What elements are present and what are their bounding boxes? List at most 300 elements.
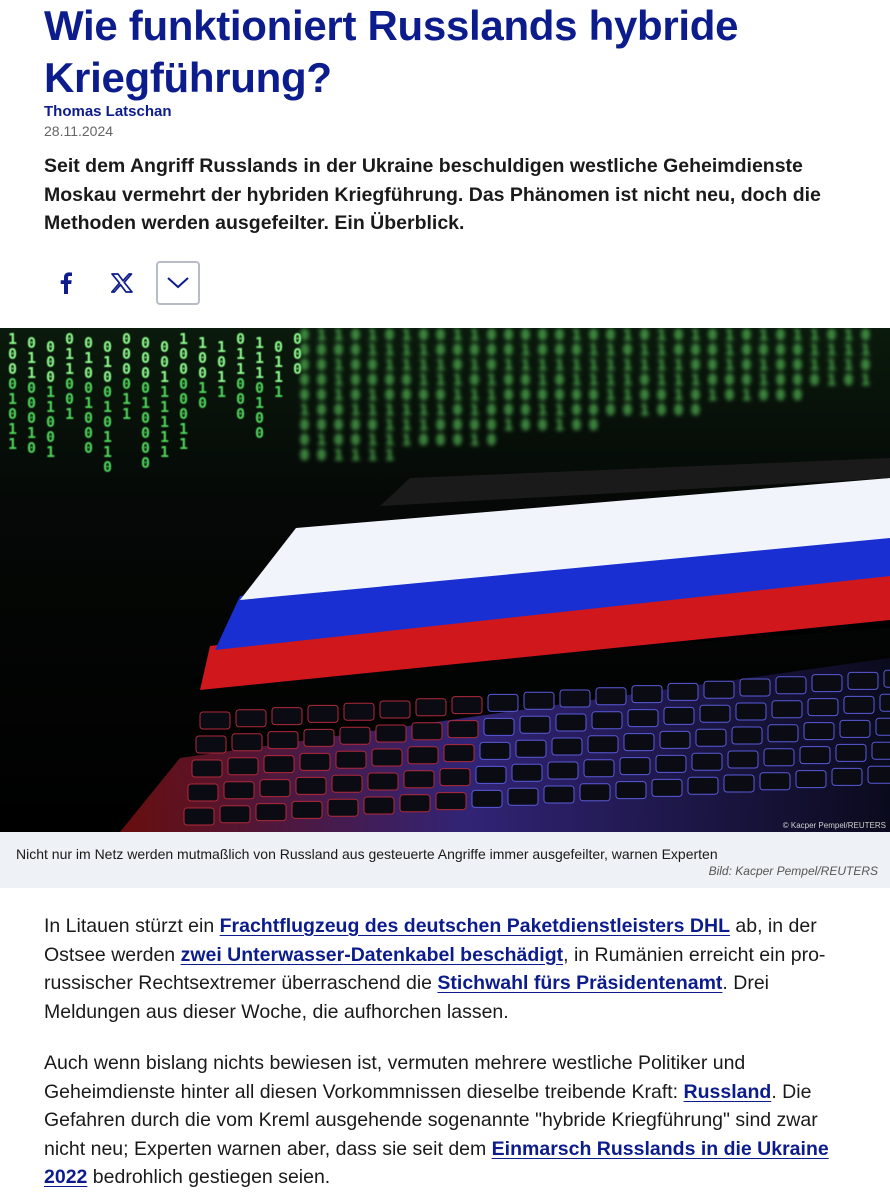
binary-digit: 1: [606, 356, 616, 374]
binary-digit: 1: [419, 341, 429, 359]
binary-digit: 0: [122, 330, 132, 348]
keyboard-key: [840, 720, 870, 737]
binary-digit: 0: [255, 409, 265, 427]
binary-digit: 0: [334, 416, 344, 434]
keyboard-key: [448, 721, 478, 738]
binary-digit: 0: [742, 371, 752, 389]
binary-digit: 0: [402, 386, 412, 404]
binary-digit: 0: [844, 371, 854, 389]
binary-digit: 1: [725, 341, 735, 359]
binary-digit: 0: [470, 416, 480, 434]
keyboard-key: [664, 707, 694, 724]
binary-digit: 0: [385, 328, 395, 344]
binary-digit: 1: [470, 356, 480, 374]
binary-digit: 0: [453, 401, 463, 419]
binary-digit: 1: [504, 356, 514, 374]
keyboard-key: [628, 710, 658, 727]
binary-digit: 1: [657, 356, 667, 374]
binary-digit: 0: [555, 386, 565, 404]
binary-digit: 0: [27, 439, 37, 457]
keyboard-key: [368, 773, 398, 790]
binary-digit: 0: [504, 328, 514, 344]
binary-digit: 0: [351, 371, 361, 389]
keyboard-key: [688, 777, 718, 794]
keyboard-key: [268, 732, 298, 749]
binary-digit: 1: [217, 338, 227, 356]
binary-digit: 1: [317, 431, 327, 449]
binary-digit: 0: [538, 328, 548, 344]
keyboard-key: [476, 766, 506, 783]
binary-digit: 0: [759, 341, 769, 359]
keyboard-key: [616, 782, 646, 799]
binary-digit: 1: [179, 330, 189, 348]
publish-date: 28.11.2024: [44, 123, 114, 139]
binary-digit: 0: [708, 341, 718, 359]
binary-digit: 1: [844, 328, 854, 344]
keyboard-key: [416, 699, 446, 716]
binary-digit: 0: [84, 409, 94, 427]
keyboard-key: [512, 764, 542, 781]
binary-digit: 0: [300, 446, 310, 464]
binary-digit: 1: [810, 328, 820, 344]
keyboard-key: [544, 786, 574, 803]
keyboard-key: [776, 677, 806, 694]
keyboard-key: [472, 790, 502, 807]
keyboard-key: [236, 710, 266, 727]
binary-digit: 0: [861, 356, 871, 374]
binary-digit: 1: [759, 371, 769, 389]
binary-digit: 1: [317, 328, 327, 344]
paragraph-text: bedrohlich gestiegen seien.: [87, 1166, 331, 1188]
keyboard-key: [200, 712, 230, 729]
keyboard-key: [196, 736, 226, 753]
binary-digit: 1: [334, 371, 344, 389]
keyboard-key: [224, 782, 254, 799]
binary-digit: 0: [521, 401, 531, 419]
binary-digit: 1: [27, 349, 37, 367]
binary-digit: 1: [402, 328, 412, 344]
binary-digit: 1: [402, 341, 412, 359]
binary-digit: 0: [776, 371, 786, 389]
binary-digit: 1: [827, 356, 837, 374]
binary-digit: 0: [179, 360, 189, 378]
body-paragraph-1: [44, 912, 854, 1026]
keyboard-key: [376, 725, 406, 742]
binary-digit: 1: [160, 383, 170, 401]
binary-digit: 0: [708, 328, 718, 344]
keyboard-key: [804, 723, 834, 740]
binary-digit: 1: [640, 341, 650, 359]
binary-digit: 0: [742, 328, 752, 344]
binary-digit: 0: [27, 379, 37, 397]
binary-digit: 0: [385, 386, 395, 404]
binary-digit: 0: [293, 330, 303, 348]
binary-digit: 1: [255, 364, 265, 382]
binary-digit: 1: [236, 345, 246, 363]
binary-digit: 0: [198, 349, 208, 367]
keyboard-key: [588, 736, 618, 753]
author-link[interactable]: Thomas Latschan: [44, 103, 172, 120]
binary-digit: 1: [572, 371, 582, 389]
binary-digit: 0: [141, 349, 151, 367]
keyboard-key: [344, 703, 374, 720]
binary-digit: 0: [179, 405, 189, 423]
binary-digit: 0: [487, 431, 497, 449]
keyboard-key: [652, 779, 682, 796]
keyboard-key: [508, 788, 538, 805]
keyboard-key: [400, 795, 430, 812]
binary-digit: 1: [419, 371, 429, 389]
binary-digit: 0: [351, 341, 361, 359]
keyboard-key: [548, 762, 578, 779]
facebook-icon: [60, 272, 72, 294]
keyboard-key: [524, 692, 554, 709]
binary-digit: 1: [368, 341, 378, 359]
link-russia[interactable]: Russland: [683, 1080, 772, 1103]
binary-digit: 1: [827, 341, 837, 359]
binary-digit: 1: [84, 349, 94, 367]
binary-digit: 0: [606, 401, 616, 419]
binary-digit: 0: [555, 371, 565, 389]
binary-digit: 1: [255, 394, 265, 412]
binary-digit: 0: [103, 338, 113, 356]
binary-digit: 1: [385, 356, 395, 374]
binary-digit: 0: [606, 328, 616, 344]
binary-digit: 0: [521, 328, 531, 344]
binary-digit: 1: [555, 416, 565, 434]
binary-digit: 1: [217, 383, 227, 401]
binary-digit: 1: [103, 398, 113, 416]
binary-digit: 0: [368, 371, 378, 389]
binary-digit: 1: [65, 345, 75, 363]
binary-digit: 1: [46, 443, 56, 461]
keyboard-key: [836, 744, 866, 761]
keyboard-key: [188, 784, 218, 801]
binary-digit: 1: [385, 341, 395, 359]
keyboard-key: [520, 716, 550, 733]
keyboard-key: [768, 725, 798, 742]
keyboard-key: [364, 797, 394, 814]
binary-digit: 1: [810, 356, 820, 374]
keyboard-key: [868, 766, 890, 783]
binary-digit: 1: [555, 356, 565, 374]
binary-digit: 0: [300, 386, 310, 404]
keyboard-key: [292, 801, 322, 818]
binary-digit: 0: [351, 416, 361, 434]
binary-digit: 0: [589, 416, 599, 434]
binary-digit: 1: [793, 328, 803, 344]
link-invasion-2022[interactable]: Einmarsch Russlands in die Ukraine 2022: [44, 1137, 829, 1188]
binary-digit: 0: [334, 431, 344, 449]
binary-digit: 1: [674, 386, 684, 404]
binary-digit: 0: [351, 386, 361, 404]
binary-digit: 0: [236, 330, 246, 348]
binary-digit: 0: [46, 413, 56, 431]
binary-digit: 1: [27, 364, 37, 382]
binary-digit: 1: [160, 443, 170, 461]
share-x-button[interactable]: [100, 261, 144, 305]
binary-digit: 1: [160, 398, 170, 416]
keyboard-key: [328, 799, 358, 816]
paragraph-text: , in Rumänien erreicht ein pro-russischer Rechtsextremer überraschend die: [44, 943, 826, 994]
binary-digit: 0: [538, 386, 548, 404]
binary-digit: 0: [317, 386, 327, 404]
binary-digit: 1: [103, 443, 113, 461]
binary-digit: 1: [368, 431, 378, 449]
binary-digit: 0: [236, 375, 246, 393]
binary-digit: 0: [487, 341, 497, 359]
binary-digit: 0: [368, 356, 378, 374]
binary-digit: 1: [657, 341, 667, 359]
keyboard-key: [624, 734, 654, 751]
binary-digit: 0: [555, 341, 565, 359]
binary-digit: 1: [8, 390, 18, 408]
binary-digit: 0: [436, 386, 446, 404]
binary-digit: 1: [538, 356, 548, 374]
binary-digit: 1: [470, 386, 480, 404]
binary-digit: 1: [402, 356, 412, 374]
link-data-cables[interactable]: zwei Unterwasser-Datenkabel beschädigt: [180, 943, 564, 966]
keyboard-key: [264, 756, 294, 773]
binary-digit: 1: [436, 371, 446, 389]
binary-digit: 0: [317, 446, 327, 464]
binary-digit: 0: [160, 338, 170, 356]
binary-digit: 0: [8, 405, 18, 423]
binary-digit: 1: [521, 356, 531, 374]
binary-digit: 1: [385, 401, 395, 419]
binary-digit: 0: [725, 386, 735, 404]
binary-digit: 0: [759, 386, 769, 404]
binary-digit: 1: [623, 386, 633, 404]
binary-digit: 1: [334, 328, 344, 344]
binary-digit: 1: [470, 328, 480, 344]
binary-digit: 0: [141, 334, 151, 352]
binary-digit: 0: [27, 409, 37, 427]
binary-digit: 1: [657, 328, 667, 344]
binary-digit: 0: [236, 390, 246, 408]
keyboard-key: [880, 694, 890, 711]
keyboard-key: [296, 777, 326, 794]
binary-digit: 0: [84, 424, 94, 442]
keyboard-key: [340, 727, 370, 744]
binary-digit: 0: [776, 341, 786, 359]
binary-digit: 1: [385, 446, 395, 464]
binary-digit: 1: [46, 383, 56, 401]
paragraph-text: . Drei Meldungen aus dieser Woche, die aufhorchen lassen.: [44, 972, 770, 1023]
keyboard-key: [440, 769, 470, 786]
binary-digit: 1: [810, 341, 820, 359]
binary-digit: 1: [236, 360, 246, 378]
binary-digit: 1: [368, 401, 378, 419]
binary-digit: 0: [436, 416, 446, 434]
keyboard-key: [220, 806, 250, 823]
keyboard-key: [832, 768, 862, 785]
binary-digit: 0: [453, 431, 463, 449]
keyboard-key: [372, 749, 402, 766]
binary-digit: 0: [103, 383, 113, 401]
binary-digit: 0: [141, 409, 151, 427]
binary-digit: 1: [691, 328, 701, 344]
keyboard-key: [184, 808, 214, 825]
binary-digit: 1: [861, 371, 871, 389]
link-runoff-election[interactable]: Stichwahl fürs Präsidentenamt: [437, 972, 723, 994]
share-more-button[interactable]: [156, 261, 200, 305]
binary-digit: 1: [402, 431, 412, 449]
binary-digit: 0: [691, 401, 701, 419]
paragraph-text: . Die Gefahren durch die vom Kreml ausgehende sogenannte "hybride Kriegführung" sind zwar nicht neu; Experten warnen aber, dass sie seit dem: [44, 1080, 818, 1160]
binary-digit: 1: [589, 371, 599, 389]
keyboard-key: [872, 742, 890, 759]
binary-digit: 1: [487, 386, 497, 404]
binary-digit: 1: [606, 341, 616, 359]
binary-digit: 0: [274, 338, 284, 356]
binary-digit: 1: [827, 371, 837, 389]
binary-digit: 1: [27, 424, 37, 442]
binary-digit: 1: [122, 390, 132, 408]
binary-digit: 1: [65, 405, 75, 423]
binary-digit: 0: [179, 390, 189, 408]
binary-digit: 1: [385, 431, 395, 449]
keyboard-key: [884, 670, 890, 687]
binary-digit: 1: [300, 401, 310, 419]
keyboard-key: [696, 729, 726, 746]
binary-digit: 1: [402, 401, 412, 419]
binary-digit: 0: [504, 386, 514, 404]
keyboard-key: [760, 773, 790, 790]
binary-digit: 1: [844, 356, 854, 374]
binary-digit: 0: [572, 386, 582, 404]
binary-digit: 0: [255, 424, 265, 442]
binary-digit: 1: [368, 386, 378, 404]
share-bar: [44, 261, 200, 305]
binary-digit: 0: [300, 356, 310, 374]
binary-digit: 1: [606, 386, 616, 404]
binary-digit: 0: [317, 401, 327, 419]
keyboard-key: [408, 747, 438, 764]
keyboard-key: [560, 690, 590, 707]
keyboard-key: [844, 696, 874, 713]
keyboard-key: [812, 675, 842, 692]
binary-digit: 0: [793, 371, 803, 389]
keyboard-key: [516, 740, 546, 757]
keyboard-key: [772, 701, 802, 718]
binary-digit: 1: [453, 386, 463, 404]
photo-credit-overlay: © Kacper Pempel/REUTERS: [782, 821, 886, 830]
binary-digit: 0: [419, 431, 429, 449]
binary-digit: 0: [487, 356, 497, 374]
keyboard-key: [700, 705, 730, 722]
binary-digit: 0: [436, 341, 446, 359]
binary-digit: 1: [436, 356, 446, 374]
binary-digit: 1: [419, 416, 429, 434]
binary-digit: 1: [160, 413, 170, 431]
share-facebook-button[interactable]: [44, 261, 88, 305]
binary-digit: 1: [538, 371, 548, 389]
keyboard-key: [740, 679, 770, 696]
keyboard-key: [848, 672, 878, 689]
binary-digit: 0: [103, 458, 113, 476]
keyboard-key: [592, 712, 622, 729]
image-caption: Nicht nur im Netz werden mutmaßlich von Russland aus gesteuerte Angriffe immer ausgefeilter, warnen Experten: [16, 846, 718, 862]
binary-digit: 0: [27, 334, 37, 352]
keyboard-key: [728, 751, 758, 768]
binary-digit: 0: [385, 371, 395, 389]
binary-digit: 0: [65, 390, 75, 408]
keyboard-key: [304, 729, 334, 746]
binary-digit: 1: [255, 349, 265, 367]
binary-digit: 0: [141, 439, 151, 457]
keyboard-key: [656, 755, 686, 772]
binary-digit: 0: [640, 371, 650, 389]
link-dhl-crash[interactable]: Frachtflugzeug des deutschen Paketdienstleisters DHL: [219, 915, 730, 937]
binary-digit: 0: [674, 328, 684, 344]
keyboard-key: [584, 760, 614, 777]
binary-digit: 1: [674, 371, 684, 389]
binary-digit: 1: [274, 368, 284, 386]
keyboard-key: [272, 708, 302, 725]
binary-digit: 0: [691, 356, 701, 374]
keyboard-key: [796, 771, 826, 788]
keyboard-key: [444, 745, 474, 762]
hero-photo-laptop-binary: [0, 328, 890, 832]
binary-digit: 0: [46, 368, 56, 386]
binary-digit: 1: [759, 356, 769, 374]
binary-digit: 0: [708, 356, 718, 374]
binary-digit: 1: [742, 386, 752, 404]
binary-digit: 0: [436, 328, 446, 344]
binary-digit: 1: [487, 371, 497, 389]
binary-digit: 1: [623, 371, 633, 389]
binary-digit: 1: [8, 435, 18, 453]
binary-digit: 1: [103, 428, 113, 446]
binary-digit: 1: [255, 334, 265, 352]
keyboard-key: [632, 686, 662, 703]
binary-digit: 0: [419, 328, 429, 344]
binary-digit: 0: [657, 386, 667, 404]
paragraph-text: In Litauen stürzt ein: [44, 915, 220, 937]
binary-digit: 1: [351, 401, 361, 419]
binary-digit: 0: [300, 371, 310, 389]
binary-digit: 1: [385, 416, 395, 434]
binary-digit: 1: [861, 341, 871, 359]
binary-digit: 0: [179, 375, 189, 393]
binary-digit: 1: [8, 330, 18, 348]
keyboard-key: [692, 753, 722, 770]
binary-digit: 1: [759, 328, 769, 344]
binary-digit: 0: [640, 328, 650, 344]
paragraph-text: ab, in der Ostsee werden: [44, 915, 817, 966]
keyboard-key: [412, 723, 442, 740]
binary-digit: 0: [538, 341, 548, 359]
binary-digit: 0: [470, 341, 480, 359]
binary-digit: 1: [623, 328, 633, 344]
binary-digit: 0: [317, 371, 327, 389]
binary-digit: 0: [504, 401, 514, 419]
binary-digit: 0: [293, 345, 303, 363]
binary-digit: 0: [84, 379, 94, 397]
binary-digit: 0: [334, 341, 344, 359]
binary-digit: 0: [255, 379, 265, 397]
binary-digit: 0: [103, 413, 113, 431]
binary-digit: 0: [657, 401, 667, 419]
binary-digit: 1: [160, 428, 170, 446]
binary-digit: 0: [84, 364, 94, 382]
binary-digit: 0: [708, 371, 718, 389]
binary-digit: 0: [453, 416, 463, 434]
binary-digit: 0: [8, 360, 18, 378]
binary-digit: 1: [419, 401, 429, 419]
binary-digit: 0: [351, 356, 361, 374]
